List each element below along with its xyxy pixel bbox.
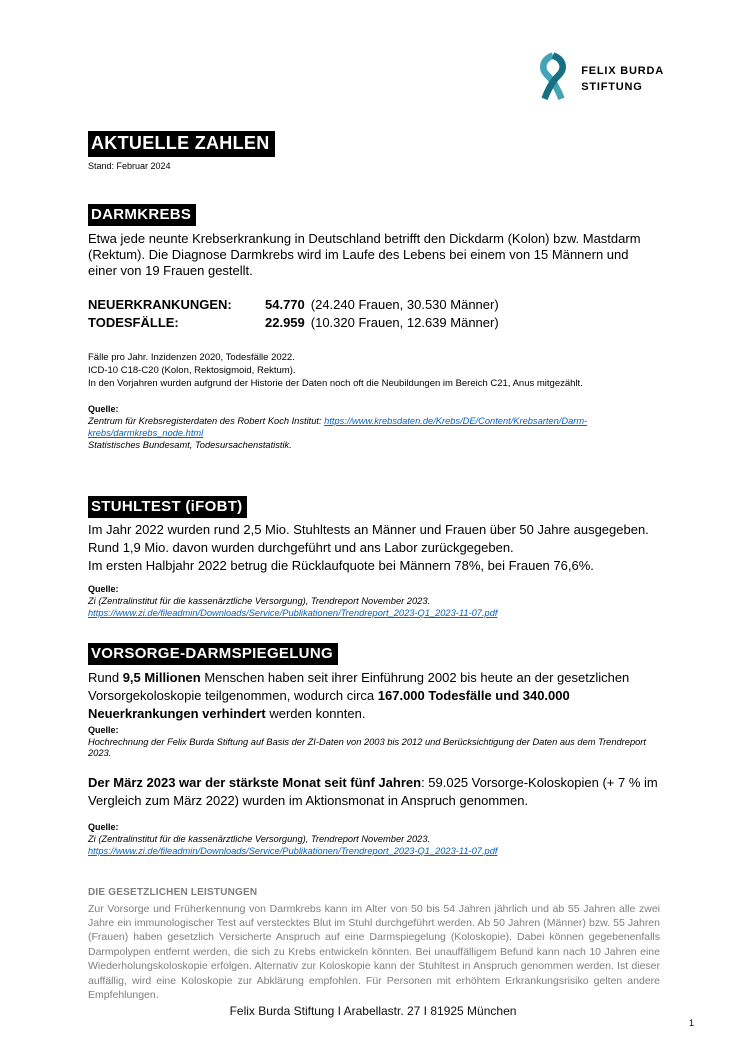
footer-address: Felix Burda Stiftung I Arabellastr. 27 I 81925 München xyxy=(229,1004,517,1018)
vorsorge-source-block-2 xyxy=(88,822,660,858)
quelle-label: Quelle: xyxy=(88,724,119,735)
stat-detail: (10.320 Frauen, 12.639 Männer) xyxy=(310,315,499,330)
page-number: 1 xyxy=(688,1018,694,1028)
text-run: Rund xyxy=(88,669,123,685)
legal-body: Zur Vorsorge und Früherkennung von Darmkrebs kann im Alter von 50 bis 54 Jahren jährlich und ab 55 Jahren alle zwei Jahre ein immunologischer Test auf verstecktes Blut im Stuhl durchgeführt werden. Ab 50 Jahren (Männer) bzw. 55 Jahren (Frauen) haben gesetzlich Versicherte Anspruch auf eine Darmspiegelung (Koloskopie). Dabei können gegebenenfalls Darmpolypen entfernt werden, die sich zu Krebs entwickeln könnten. Bei unauffälligem Befund kann nach 10 Jahren eine Wiederholungskoloskopie erfolgen. Alternativ zur Koloskopie kann der Stuhltest in Anspruch genommen werden. Ist dieser auffällig, wird eine Koloskopie zur Abklärung empfohlen. Für Personen mit erhöhtem Erkrankungsrisiko gelten andere Empfehlungen. xyxy=(88,902,660,1001)
quelle-label: Quelle: xyxy=(88,404,119,414)
zi-trendreport-link[interactable]: https://www.zi.de/fileadmin/Downloads/Service/Publikationen/Trendreport_2023-Q1_2023-11-07.pdf xyxy=(88,608,498,618)
quelle-label: Quelle: xyxy=(88,821,119,832)
bold-run: 167.000 Todesfälle und 340.000 Neuerkrankungen verhindert xyxy=(88,687,570,721)
quelle-label: Quelle: xyxy=(88,583,119,594)
stuhltest-line: Rund 1,9 Mio. davon wurden durchgeführt und ans Labor zurückgegeben. xyxy=(88,539,514,555)
darmkrebs-intro: Etwa jede neunte Krebserkrankung in Deutschland betrifft den Dickdarm (Kolon) bzw. Mastdarm (Rektum). Die Diagnose Darmkrebs wird im Laufe des Lebens bei einem von 15 Männern und einer von 19 Frauen gestellt. xyxy=(88,231,641,278)
legal-section xyxy=(88,887,660,1003)
vorsorge-paragraph-2 xyxy=(88,774,660,810)
stuhltest-source-block xyxy=(88,584,660,620)
logo-line2: STIFTUNG xyxy=(581,81,643,93)
text-run: werden konnten. xyxy=(265,705,366,721)
zi-trendreport-link-2[interactable]: https://www.zi.de/fileadmin/Downloads/Service/Publikationen/Trendreport_2023-Q1_2023-11-07.pdf xyxy=(88,846,498,856)
stuhltest-paragraph xyxy=(88,521,660,575)
krebsdaten-link[interactable]: https://www.krebsdaten.de/Krebs/DE/Content/Krebsarten/Darm-krebs/darmkrebs_node.html xyxy=(88,416,588,438)
stat-label: TODESFÄLLE: xyxy=(88,315,179,330)
source-line: Hochrechnung der Felix Burda Stiftung auf Basis der ZI-Daten von 2003 bis 2012 und Berücksichtigung der Daten aus dem Trendreport 2023. xyxy=(88,736,646,758)
page-title: AKTUELLE ZAHLEN xyxy=(88,131,275,157)
vorsorge-paragraph-1 xyxy=(88,669,660,723)
source-text: Zentrum für Krebsregisterdaten des Robert Koch Institut: xyxy=(88,416,325,426)
darmkrebs-stats xyxy=(88,296,660,332)
section-heading-vorsorge: VORSORGE-DARMSPIEGELUNG xyxy=(88,643,338,665)
stat-value: 22.959 xyxy=(265,315,305,330)
section-heading-stuhltest: STUHLTEST (iFOBT) xyxy=(88,496,247,518)
text-run: : 59.025 Vorsorge-Koloskopien (+ 7 % im Vergleich zum März 2022) wurden im Aktionsmonat in Anspruch genommen. xyxy=(88,774,658,808)
stat-label: NEUERKRANKUNGEN: xyxy=(88,297,232,312)
vorsorge-source-block-1 xyxy=(88,725,660,760)
legal-heading: DIE GESETZLICHEN LEISTUNGEN xyxy=(88,886,258,898)
source-line: Zi (Zentralinstitut für die kassenärztliche Versorgung), Trendreport November 2023. xyxy=(88,833,431,844)
note-line: In den Vorjahren wurden aufgrund der Historie der Daten noch oft die Neubildungen im Bereich C21, Anus mitgezählt. xyxy=(88,378,583,389)
date-stand-line: Stand: Februar 2024 xyxy=(88,161,171,171)
source-line: Zi (Zentralinstitut für die kassenärztliche Versorgung), Trendreport November 2023. xyxy=(88,595,431,606)
stat-detail: (24.240 Frauen, 30.530 Männer) xyxy=(310,297,499,312)
stuhltest-line: Im ersten Halbjahr 2022 betrug die Rücklaufquote bei Männern 78%, bei Frauen 76,6%. xyxy=(88,557,594,573)
bold-run: 9,5 Millionen xyxy=(122,669,201,685)
source-line xyxy=(88,416,660,439)
stat-row-neuerkrankungen xyxy=(88,296,660,314)
section-heading-darmkrebs: DARMKREBS xyxy=(88,204,196,226)
note-line: Fälle pro Jahr. Inzidenzen 2020, Todesfälle 2022. xyxy=(88,352,295,363)
darmkrebs-source-block xyxy=(88,404,660,452)
text-run: Menschen haben seit ihrer Einführung 2002 bis heute an der gesetzlichen Vorsorgekoloskopie teilgenommen, wodurch circa xyxy=(88,669,630,703)
stat-row-todesfaelle xyxy=(88,314,660,332)
source-line2: Statistisches Bundesamt, Todesursachenstatistik. xyxy=(88,440,292,450)
bold-run: Der März 2023 war der stärkste Monat seit fünf Jahren xyxy=(88,774,422,790)
stuhltest-line: Im Jahr 2022 wurden rund 2,5 Mio. Stuhltests an Männer und Frauen über 50 Jahre ausgegeben. xyxy=(88,521,649,537)
document-content xyxy=(88,0,660,1002)
note-line: ICD-10 C18-C20 (Kolon, Rektosigmoid, Rektum). xyxy=(88,365,296,376)
logo-line1: FELIX BURDA xyxy=(581,65,664,78)
stat-value: 54.770 xyxy=(265,297,305,312)
darmkrebs-notes xyxy=(88,351,660,390)
